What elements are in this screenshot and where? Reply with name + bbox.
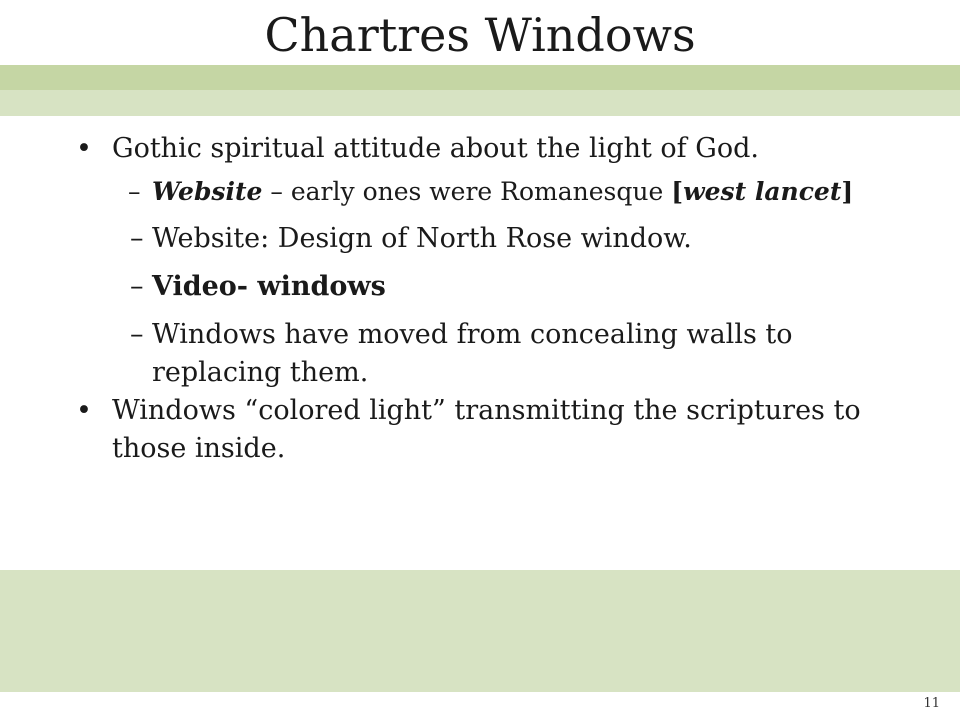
bracket-text: west lancet (683, 177, 842, 206)
bracket-open: [ (671, 177, 684, 206)
dash-marker: – (128, 177, 141, 206)
sub-text: Windows have moved from concealing walls to replacing them. (152, 319, 793, 388)
dash-marker: – (130, 223, 144, 254)
sub-text: – early ones were Romanesque (262, 177, 672, 206)
slide-title: Chartres Windows (264, 8, 696, 62)
website-link[interactable]: Website (152, 177, 263, 206)
bullet-item (0, 392, 960, 468)
slide-content (0, 130, 960, 468)
sub-item (0, 174, 960, 210)
bracket-close: ] (841, 177, 854, 206)
dash-marker: – (130, 319, 144, 350)
sub-item (0, 220, 960, 258)
dash-marker: – (130, 271, 144, 302)
bullet-text: Windows “colored light” transmitting the scriptures to those inside. (112, 395, 861, 464)
bullet-marker: • (76, 133, 92, 164)
header-band-light (0, 90, 960, 116)
video-link[interactable]: Video- windows (152, 271, 386, 302)
sub-item (0, 316, 960, 392)
website-link[interactable]: Website: Design of North Rose window. (152, 223, 692, 254)
bullet-text: Gothic spiritual attitude about the light of God. (112, 133, 759, 164)
footer-band (0, 570, 960, 692)
sub-item (0, 268, 960, 306)
header-band-dark (0, 65, 960, 90)
bullet-marker: • (76, 395, 92, 426)
page-number: 11 (923, 696, 940, 711)
bullet-item (0, 130, 960, 168)
